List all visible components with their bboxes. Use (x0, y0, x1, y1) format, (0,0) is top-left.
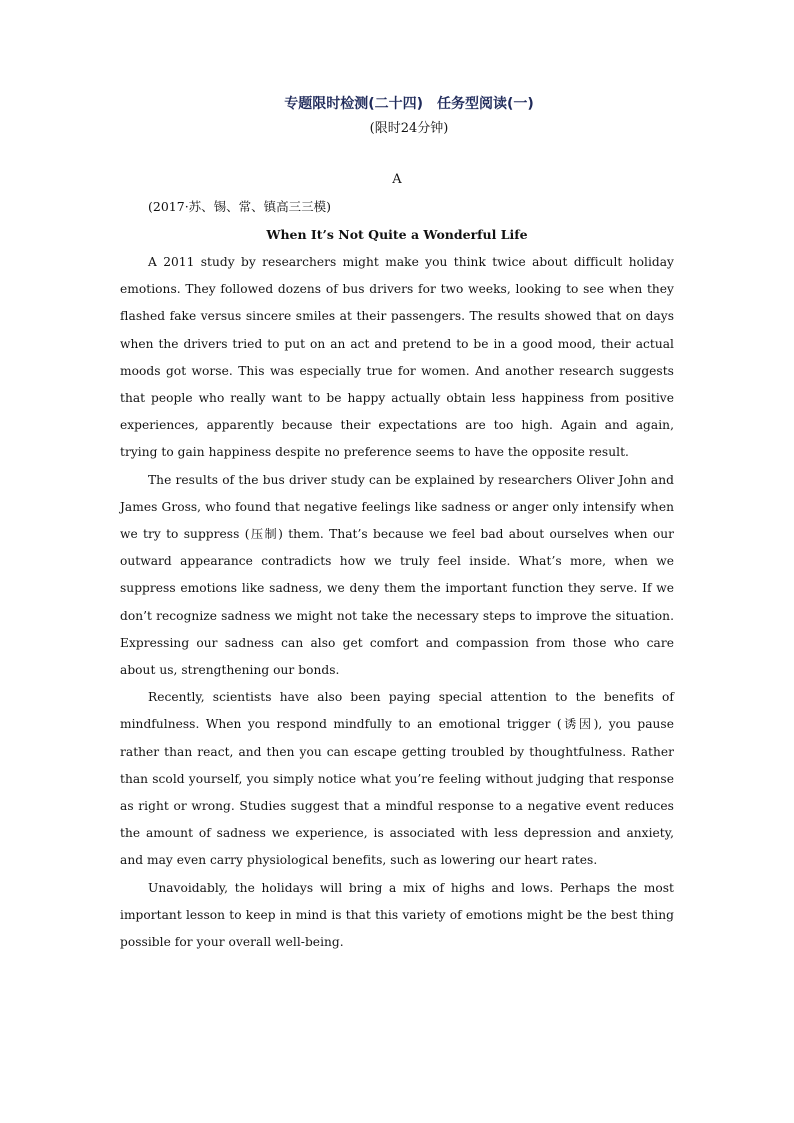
section-letter: A (392, 172, 402, 187)
document-page (120, 92, 674, 956)
page-title: 专题限时检测(二十四) 任务型阅读(一) (284, 96, 534, 112)
paragraph: The results of the bus driver study can be explained by researchers Oliver John and James Gross, who found that negative feelings like sadness or anger only intensify when we try to suppress (压制) them. That’s because we feel bad about ourselves when our outward appearance contradicts how we truly feel inside. What’s more, when we suppress emotions like sadness, we deny them the important function they serve. If we don’t recognize sadness we might not take the necessary steps to improve the situation. Expressing our sadness can also get comfort and compassion from those who care about us, strengthening our bonds. (120, 472, 674, 678)
paragraph: Recently, scientists have also been paying special attention to the benefits of mindfulness. When you respond mindfully to an emotional trigger (诱因), you pause rather than react, and then you can escape getting troubled by thoughtfulness. Rather than scold yourself, you simply notice what you’re feeling without judging that response as right or wrong. Studies suggest that a mindful response to a negative event reduces the amount of sadness we experience, is associated with less depression and anxiety, and may even carry physiological benefits, such as lowering our heart rates. (120, 690, 674, 868)
time-limit: (限时24分钟) (369, 121, 449, 136)
paragraph: A 2011 study by researchers might make you think twice about difficult holiday emotions. They followed dozens of bus drivers for two weeks, looking to see when they flashed fake versus sincere smiles at their passengers. The results showed that on days when the drivers tried to put on an act and pretend to be in a good mood, their actual moods got worse. This was especially true for women. And another research suggests that people who really want to be happy actually obtain less happiness from positive experiences, apparently because their expectations are too high. Again and again, trying to gain happiness despite no preference seems to have the opposite result. (120, 255, 674, 460)
passage-title: When It’s Not Quite a Wonderful Life (266, 227, 528, 242)
source-note: (2017·苏、锡、常、镇高三三模) (148, 199, 332, 214)
paragraph: Unavoidably, the holidays will bring a mix of highs and lows. Perhaps the most important lesson to keep in mind is that this variety of emotions might be the best thing possible for your overall well-being. (120, 880, 674, 950)
